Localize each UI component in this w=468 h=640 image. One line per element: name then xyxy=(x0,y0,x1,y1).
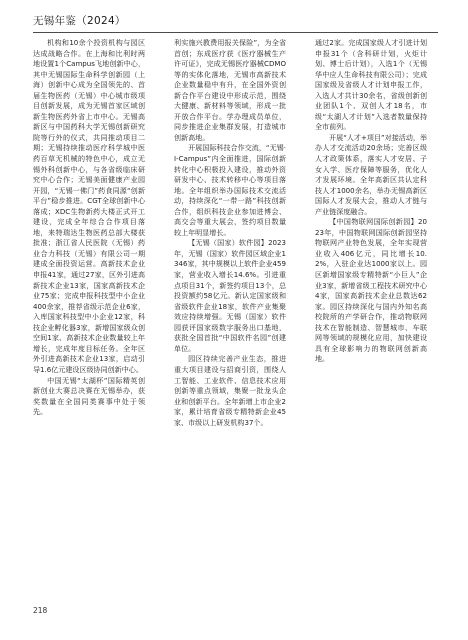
paragraph: 中国无锡“太湖杯”国际精英创新创业大赛总决赛在无锡举办，获奖数量在全国同类赛事中处于领先。 xyxy=(33,375,145,417)
paragraph: 通过2家。完成国家级人才引进计划申报31个（含科研计划，火炬计划、博士后计划），入选1个（无锡华中应人生命科技有限公司）；完成国家级及省级人才计划申报工作，入选人才共计30余名，省级创新创业团队1个、双创人才18名，市级“太湖人才计划”入选者数量保持全市前列。 xyxy=(315,38,427,132)
page-header xyxy=(33,12,438,32)
text-column-middle xyxy=(174,38,286,618)
text-column-right xyxy=(315,38,427,618)
paragraph: 利实施兴教费用报关保险”，为全省首创；东成医疗获《医疗器械生产许可证》，完成无锡医疗器械CDMO等的实体化落地，无锡市高新技术企业数量稳中有升，在全国外资创新合作平台建设中形成示范，围绕大健康、新材料等领域，形成一批开放合作平台。学办理成员单位，同步推进企业集群发展，打造城市创新高地。 xyxy=(174,38,286,142)
header-divider xyxy=(33,32,438,33)
paragraph: 开展“人才+项目”对接活动，举办人才交流活动20余场；完善区级人才政策体系，落实人才安居、子女入学、医疗保障等服务，优化人才发展环境。全年高新区共认定科技人才1000余名，举办无锡高新区国际人才发展大会，推动人才链与产业链深度融合。 xyxy=(315,132,427,216)
paragraph: 【中国物联网国际创新园】2023年，中国物联网国际创新园坚持物联网产业特色发展，全年实现营业收入406亿元，同比增长10.2%，入驻企业达1000家以上。园区新增国家级专精特新“小巨人”企业3家，新增省级工程技术研究中心4家，国家高新技术企业总数达62家。园区持续深化与国内外知名高校院所的产学研合作，推动物联网技术在智能制造、智慧城市、车联网等领域的规模化应用，加快建设具有全球影响力的物联网创新高地。 xyxy=(315,217,427,364)
paragraph: 机构和10余个投资机构与园区达成战略合作。在上海和比利时两地设置1个Campus飞地创新中心，其中无锡国际生命科学创新园（上海）创新中心成为全国领先的、首届生物医药（无锡）中心城市级项目创新发展，成为无锡首家区域创新生物医药外省上市中心。无锡高新区与中国药科大学无锡创新研究院等行外的仪式，共同推动项目二期；无锡持续推动医疗科学城中医药百草无机械的特色中心，成立无锡外科创新中心，与各省级临床研究中心合作；无锡美面健康产业园开园，“无锡一佛门”药食同源“创新平台”稳步推进。CGT全球创新中心落成；XDC生物新药大楼正式开工建设，完成全年综合合作项目落地，来特瑞达生物医药总部大楼获批准；浙江省人民医院（无锡）药业合力科技（无锡）有限公司一期建成全面投资运营。高新技术企业申报41家，通过27家，区外引进高新技术企业13家，国家高新技术企业75家；完成申报科技型中小企业400余家，推荐省级示范企业6家，入库国家科技型中小企业12家，科技企业孵化器3家，新增国家级众创空间1家、高新技术企业数量较上年增长，完成年度目标任务。全年区外引进高新技术企业13家，启动引导1.6亿元建设区级协同创新中心。 xyxy=(33,38,145,374)
paragraph: 园区持续完善产业生态，推进重大项目建设与招商引资，围绕人工智能、工业软件、信息技术应用创新等重点领域，集聚一批龙头企业和创新平台。全年新增上市企业2家，累计培育省级专精特新企业45家、市级以上研发机构37个。 xyxy=(174,354,286,427)
paragraph: 【无锡（国家）软件园】2023年，无锡（国家）软件园区域企业1346家，其中规模以上软件企业459家，营业收入增长14.6%。引进重点项目31个，新签约项目13个，总投资额约58亿元。新认定国家级和省级软件企业18家，软件产业集聚效应持续增强。无锡（国家）软件园获评国家级数字服务出口基地，获批全国首批“中国软件名园”创建单位。 xyxy=(174,238,286,353)
page-number: 218 xyxy=(33,606,48,615)
running-head-title: 无锡年鉴（2024） xyxy=(33,15,126,27)
text-column-left xyxy=(33,38,145,618)
paragraph: 开展国际科技合作交流，“无锡·I-Campus”内全面推进，国际创新转化中心积极投入建设，推动外资研发中心、技术转移中心等项目落地。全年组织举办国际技术交流活动，持续深化“一带一路”科技创新合作，组织科技企业参加进博会、高交会等重大展会，签约项目数量较上年明显增长。 xyxy=(174,143,286,237)
